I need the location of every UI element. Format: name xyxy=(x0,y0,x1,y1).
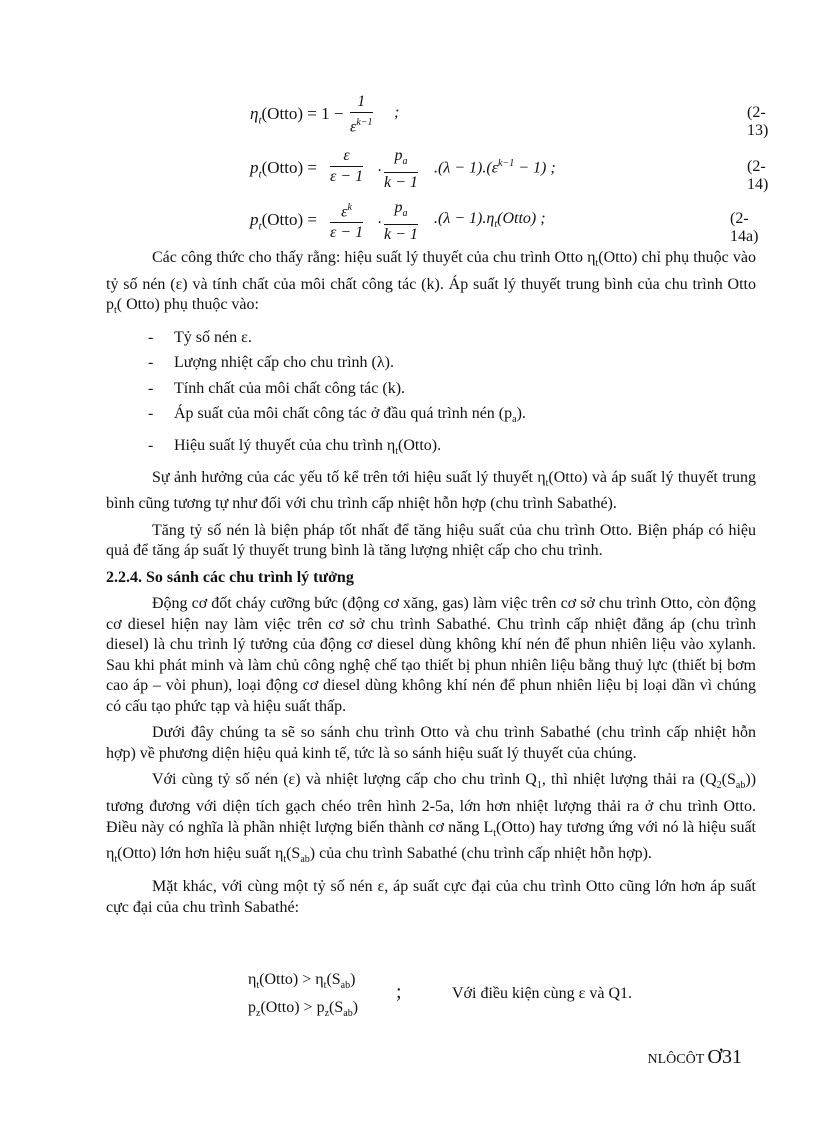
fraction: $\frac{\varepsilon}{\varepsilon - 1}$ xyxy=(330,147,364,185)
equation-tail: $.(\lambda - 1).(\varepsilon^{k-1} - 1)$ ; xyxy=(434,158,556,177)
comparison-pz: $p_z(Otto) > p_z(S_{ab})$ xyxy=(248,999,359,1020)
section-heading: 2.2.4. So sánh các chu trình lý tưởng xyxy=(106,568,354,586)
equation-number: (2-14a) xyxy=(730,210,759,245)
fraction: $\frac{1}{\varepsilon^{k-1}}$ xyxy=(350,93,373,136)
equation-lhs: $\eta_t(Otto) = 1$ − xyxy=(250,104,344,127)
equation-tail: $.(\lambda - 1).\eta_t(Otto)$ ; xyxy=(434,210,546,231)
paragraph: Sự ảnh hưởng của các yếu tố kể trên tới hiệu suất lý thuyết $\eta_t(Otto)$ và áp suất lý thuyết trung bình cũng tương tự như đối với chu trình cấp nhiệt hỗn hợp (chu trình Sabathé). xyxy=(106,468,756,513)
equation-number: (2-14) xyxy=(747,158,769,193)
list-item: - Lượng nhiệt cấp cho chu trình (λ). xyxy=(106,353,756,374)
paragraph: Với cùng tỷ số nén (ε) và nhiệt lượng cấp cho chu trình $Q_1$, thì nhiệt lượng thải ra $(Q_2(S_{ab}))$ tương đương với diện tích gạch chéo trên hình 2-5a, lớn hơn nhiệt lượng thải ra ở chu trình Otto. Điều này có nghĩa là phần nhiệt lượng biến thành cơ năng $L_t(Otto)$ hay tương ứng với nó là hiệu suất $\eta_t(Otto)$ lớn hơn hiệu suất $\eta_t(S_{ab})$ của chu trình Sabathé (chu trình cấp nhiệt hỗn hợp). xyxy=(106,771,757,866)
equation-2-14a: $p_t(Otto)$ = $\frac{\varepsilon^k}{\varepsilon - 1}$ . $\frac{p_a}{k - 1}$ $.(\lambda - 1).\eta_t(Otto)$ ; (2-14a) xyxy=(250,199,759,245)
paragraph: Dưới đây chúng ta sẽ so sánh chu trình Otto và chu trình Sabathé (chu trình cấp nhiệt hỗn hợp) về phương diện hiệu quả kinh tế, tức là so sánh hiệu suất lý thuyết của chúng. xyxy=(106,724,756,762)
equation-lhs: $p_t(Otto)$ = xyxy=(250,158,317,181)
comparison-block xyxy=(248,967,688,1027)
equation-2-14: $p_t(Otto)$ = $\frac{\varepsilon}{\varepsilon - 1}$ . $\frac{p_a}{k - 1}$ $.(\lambda - 1).(\varepsilon^{k-1} - 1)$ ; (2-14) xyxy=(250,147,769,193)
page-footer: NLÔCÔT Ơ31 xyxy=(647,1046,742,1068)
body-text xyxy=(106,248,756,924)
paragraph: Tăng tỷ số nén là biện pháp tốt nhất để tăng hiệu suất của chu trình Otto. Biện pháp có hiệu quả để tăng áp suất lý thuyết trung bình là tăng lượng nhiệt cấp cho chu trình. xyxy=(106,521,756,560)
comparison-eta: $\eta_t(Otto) > \eta_t(S_{ab})$ xyxy=(248,971,356,992)
factor-list xyxy=(106,328,756,463)
semicolon: ; xyxy=(396,981,402,1003)
list-item: - Hiệu suất lý thuyết của chu trình $\eta_t(Otto)$. xyxy=(106,436,756,463)
paragraph: Mặt khác, với cùng một tỷ số nén ε, áp suất cực đại của chu trình Otto cũng lớn hơn áp suất cực đại của chu trình Sabathé: xyxy=(106,878,756,916)
equation-number: (2-13) xyxy=(747,104,769,139)
list-item: - Tính chất của môi chất công tác (k). xyxy=(106,379,756,400)
condition-text: Với điều kiện cùng ε và Q1. xyxy=(452,985,633,1002)
fraction: $\frac{p_a}{k - 1}$ xyxy=(384,147,418,192)
equation-lhs: $p_t(Otto)$ = xyxy=(250,210,317,233)
fraction: $\frac{\varepsilon^k}{\varepsilon - 1}$ xyxy=(330,198,363,243)
page-number: 31 xyxy=(722,1046,742,1068)
fraction: $\frac{p_a}{k - 1}$ xyxy=(384,199,418,244)
paragraph: Các công thức cho thấy rằng: hiệu suất lý thuyết của chu trình Otto $\eta_t(Otto)$ chỉ phụ thuộc vào tỷ số nén (ε) và tính chất của môi chất công tác (k). Áp suất lý thuyết trung bình của chu trình Otto $p_t$( Otto) phụ thuộc vào: xyxy=(106,249,756,317)
list-item: - Tỷ số nén ε. xyxy=(106,328,756,349)
paragraph: Động cơ đốt cháy cưỡng bức (động cơ xăng, gas) làm việc trên cơ sở chu trình Otto, còn động cơ diesel hiện nay làm việc trên cơ sở chu trình Sabathé. Chu trình cấp nhiệt đẳng áp (chu trình diesel) là chu trình lý tưởng của động cơ diesel dùng không khí nén để phun nhiên liệu vào xylanh. Sau khi phát minh và làm chủ công nghệ chế tạo thiết bị phun nhiên liệu bằng thuỷ lực (thiết bị bơm cao áp – vòi phun), loại động cơ diesel dùng không khí nén để phun nhiên liệu bị loại dần vì chúng có cấu tạo phức tạp và hiệu suất thấp. xyxy=(106,595,756,715)
equation-2-13 xyxy=(250,92,769,139)
equation-tail: ; xyxy=(394,104,400,121)
list-item: - Áp suất của môi chất công tác ở đầu quá trình nén $(p_a)$. xyxy=(106,404,756,431)
